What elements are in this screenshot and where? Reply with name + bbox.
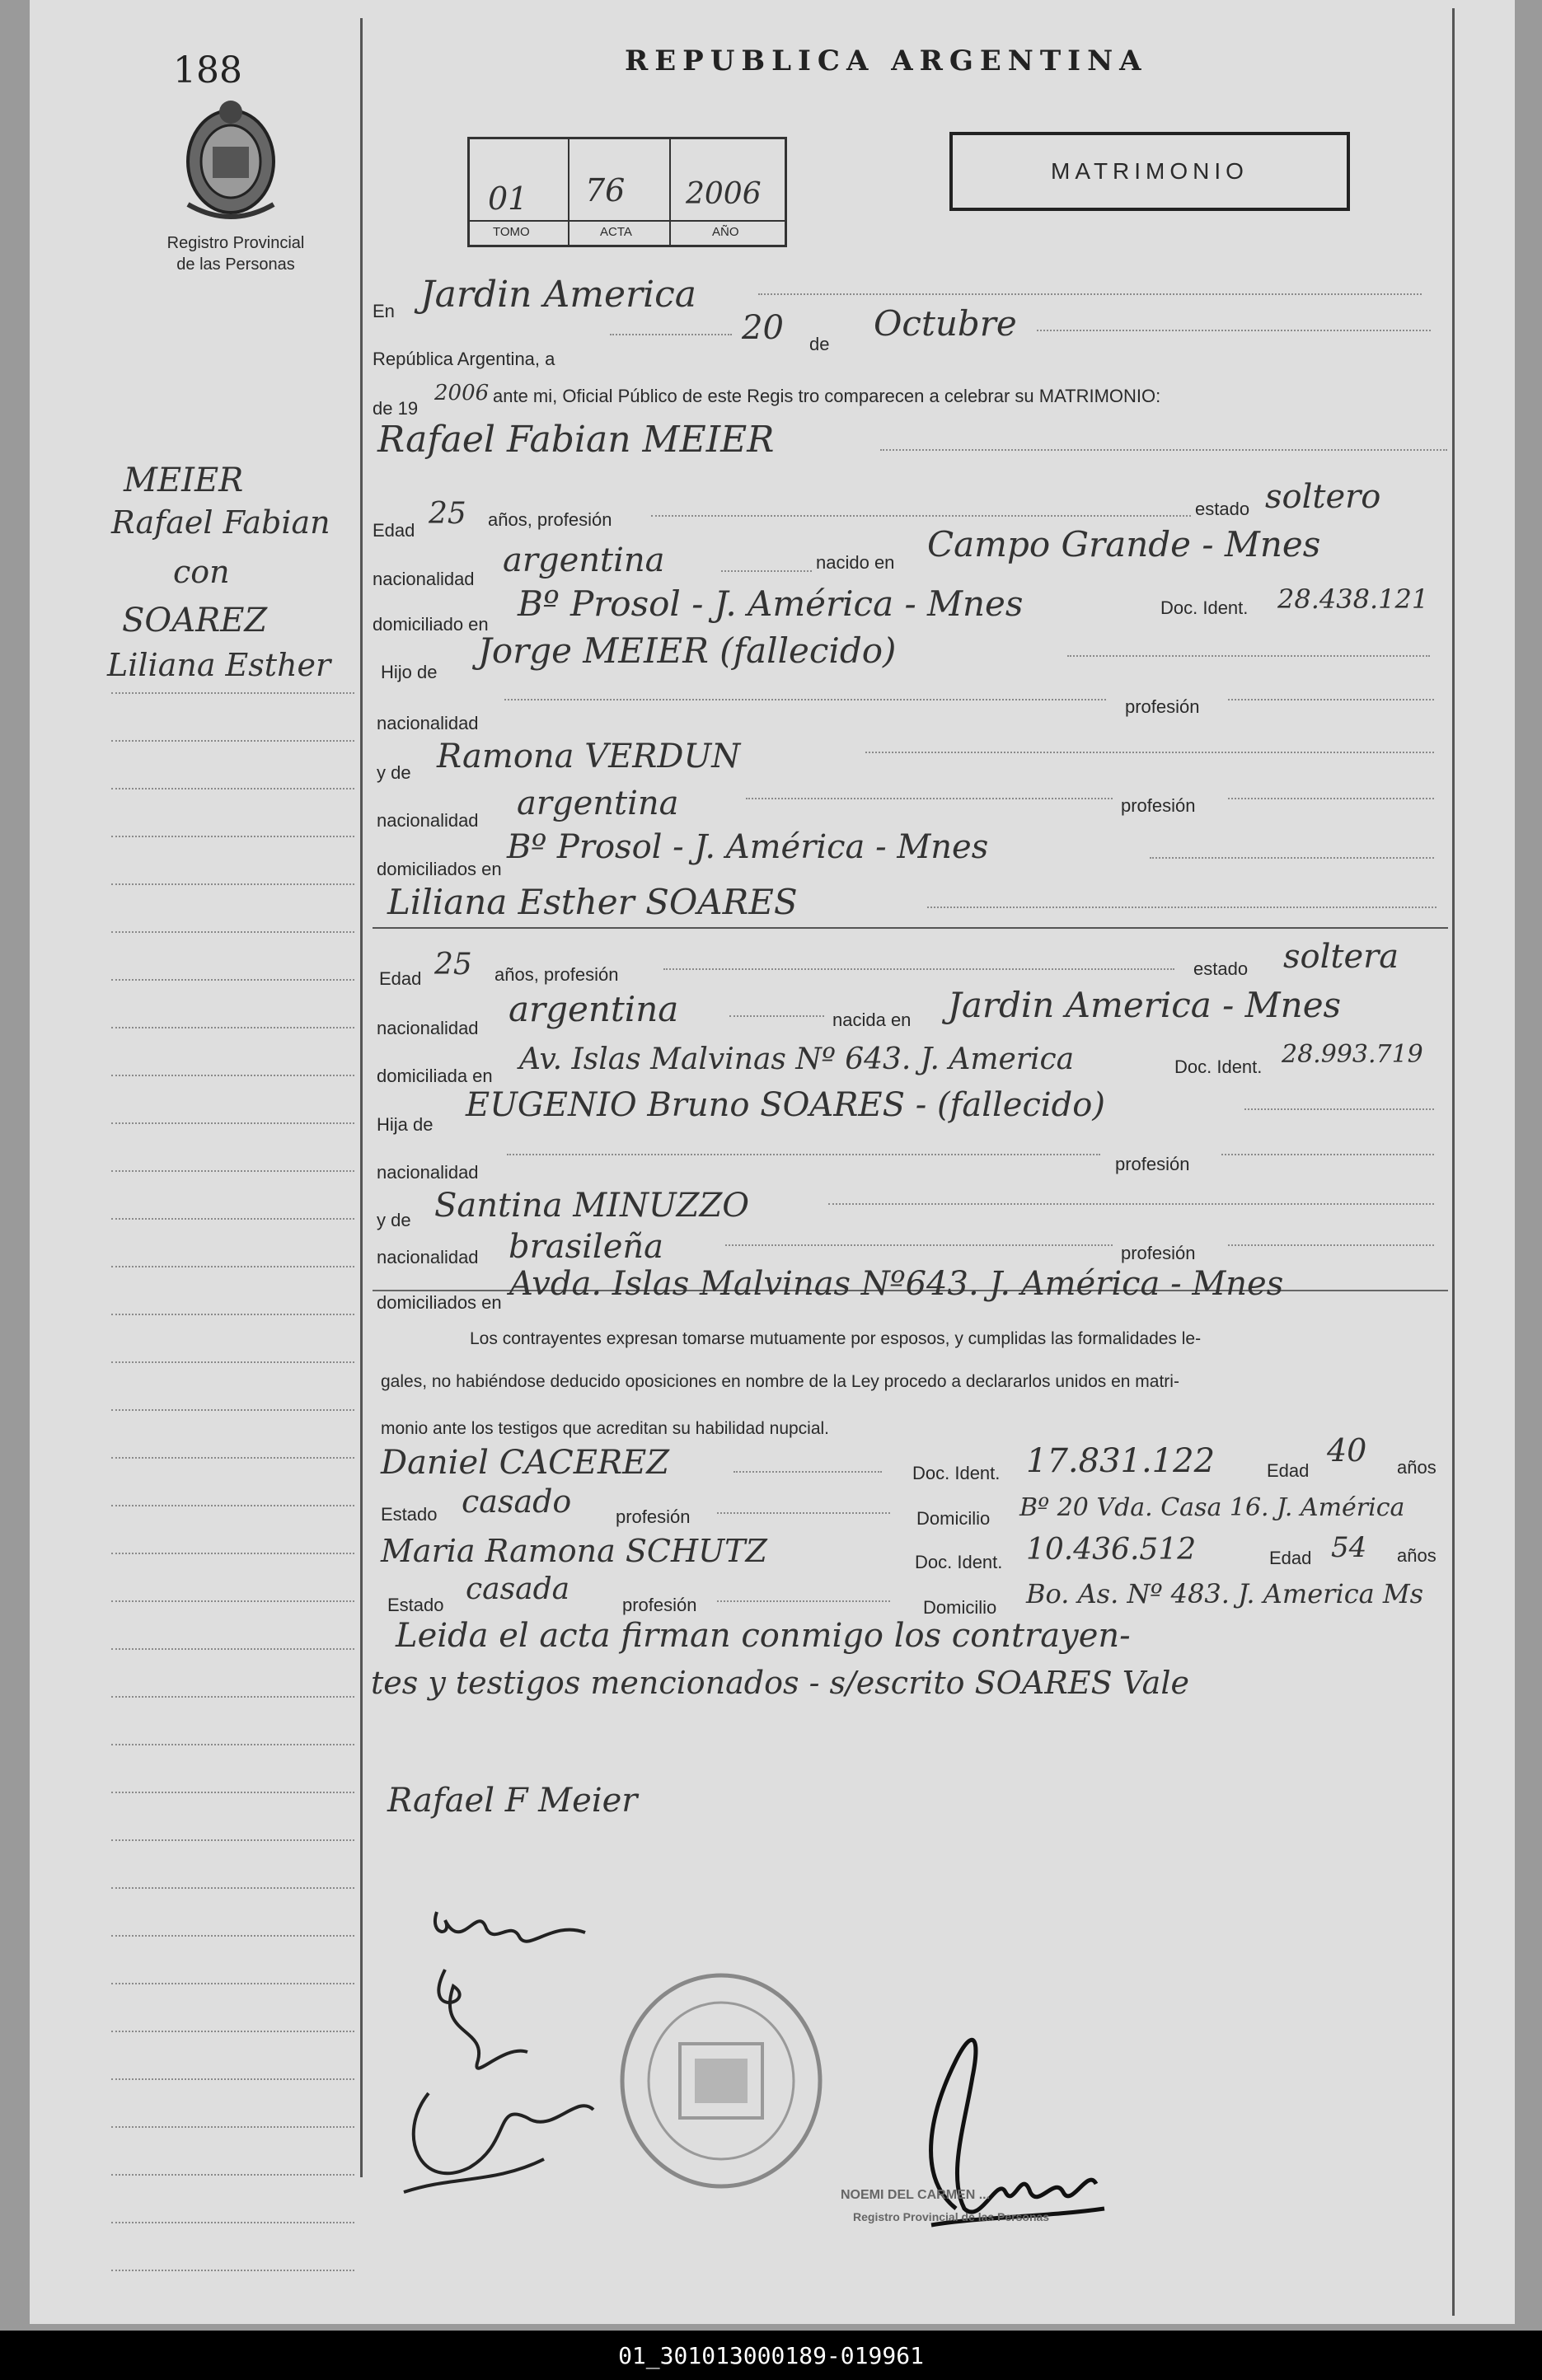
- closing-line: tes y testigos mencionados - s/escrito SOARES Vale: [371, 1665, 1189, 1701]
- acta-label: ACTA: [600, 225, 632, 239]
- ruled-line: [111, 1122, 354, 1124]
- ruled-line: [111, 1218, 354, 1220]
- groom-parents-domicile-label: domiciliados en: [377, 859, 502, 879]
- ruled-line: [111, 1696, 354, 1698]
- bride-father-label: Hija de: [377, 1114, 434, 1135]
- ruled-line: [111, 1266, 354, 1267]
- groom-name: Rafael Fabian MEIER: [377, 419, 775, 461]
- ruled-line: [111, 2031, 354, 2032]
- bride-doc: 28.993.719: [1282, 1040, 1423, 1069]
- ruled-line: [111, 2222, 354, 2223]
- groom-father-nationality-label: nacionalidad: [377, 713, 479, 733]
- margin-name: Rafael Fabian: [111, 504, 330, 541]
- ruled-line: [111, 1983, 354, 1984]
- ruled-line: [111, 1935, 354, 1937]
- official-seal-icon: [614, 1970, 828, 2192]
- groom-estado: soltero: [1265, 478, 1381, 516]
- groom-born-label: nacido en: [816, 552, 895, 573]
- bride-doc-label: Doc. Ident.: [1174, 1056, 1263, 1077]
- margin-divider: [360, 18, 363, 2177]
- ruled-line: [111, 883, 354, 885]
- ano-value: 2006: [686, 177, 762, 211]
- bride-mother-nationality-label: nacionalidad: [377, 1247, 479, 1267]
- record-reference-box: [467, 137, 787, 247]
- bride-birthplace: Jardin America - Mnes: [948, 985, 1342, 1025]
- witness2-age: 54: [1331, 1531, 1367, 1564]
- groom-estado-label: estado: [1195, 499, 1250, 519]
- bride-mother-nationality: brasileña: [509, 1228, 663, 1266]
- ruled-line: [111, 1839, 354, 1841]
- groom-domicile-label: domiciliado en: [373, 614, 489, 635]
- ruled-line: [111, 979, 354, 981]
- ruled-line: [111, 931, 354, 933]
- groom-mother-nationality: argentina: [517, 785, 679, 822]
- witness2-doc-label: Doc. Ident.: [915, 1552, 1003, 1572]
- groom-birthplace: Campo Grande - Mnes: [927, 524, 1321, 565]
- ruled-line: [111, 1170, 354, 1172]
- witness1-doc-label: Doc. Ident.: [912, 1463, 1001, 1483]
- groom-father-label: Hijo de: [381, 662, 438, 682]
- bride-mother-profession-label: profesión: [1121, 1243, 1196, 1263]
- ruled-line: [111, 1409, 354, 1411]
- groom-father-profession-label: profesión: [1125, 696, 1200, 717]
- groom-mother-nationality-label: nacionalidad: [377, 810, 479, 831]
- witness1-name: Daniel CACEREZ: [381, 1444, 670, 1482]
- bride-parents-domicile-label: domiciliados en: [377, 1292, 502, 1313]
- ruled-line: [111, 1361, 354, 1363]
- witness2-estado: casada: [466, 1572, 570, 1606]
- right-edge: [1452, 8, 1455, 2316]
- bride-father-nationality-label: nacionalidad: [377, 1162, 479, 1183]
- bride-father-profession-label: profesión: [1115, 1154, 1190, 1174]
- place-value: Jardin America: [420, 274, 696, 316]
- tomo-label: TOMO: [493, 225, 530, 239]
- bride-age: 25: [434, 948, 472, 982]
- witness2-doc: 10.436.512: [1026, 1533, 1197, 1567]
- declaration-line: monio ante los testigos que acreditan su habilidad nupcial.: [381, 1419, 830, 1438]
- bride-mother-label: y de: [377, 1210, 411, 1230]
- ruled-line: [111, 2174, 354, 2176]
- groom-signature: Rafael F Meier: [387, 1782, 638, 1820]
- ruled-line: [111, 788, 354, 789]
- official-stamp-title: Registro Provincial de las Personas: [853, 2210, 1050, 2223]
- witness2-anos-label: años: [1397, 1545, 1437, 1566]
- groom-doc-label: Doc. Ident.: [1160, 597, 1249, 618]
- witness1-doc: 17.831.122: [1026, 1442, 1216, 1480]
- ruled-line: [111, 1744, 354, 1745]
- witness1-anos-label: años: [1397, 1457, 1437, 1478]
- ruled-line: [111, 2078, 354, 2080]
- margin-name: MEIER: [124, 461, 244, 499]
- acta-value: 76: [585, 172, 626, 208]
- ruled-line: [111, 1075, 354, 1076]
- groom-age-suffix: años, profesión: [488, 509, 612, 530]
- year-prefix-label: de 19: [373, 398, 419, 419]
- section-divider: [373, 927, 1448, 929]
- closing-line: Leida el acta firman conmigo los contrayen-: [396, 1617, 1131, 1655]
- ruled-line: [111, 1553, 354, 1554]
- groom-age: 25: [429, 497, 466, 531]
- bride-parents-domicile: Avda. Islas Malvinas Nº643. J. América - Mnes: [509, 1265, 1284, 1303]
- witness1-profession-label: profesión: [616, 1506, 691, 1527]
- bride-domicile: Av. Islas Malvinas Nº 643. J. America: [519, 1042, 1075, 1076]
- witness2-profession-label: profesión: [622, 1595, 697, 1615]
- official-stamp-name: NOEMI DEL CARMEN ...: [841, 2188, 991, 2202]
- bride-mother: Santina MINUZZO: [434, 1187, 750, 1225]
- en-label: En: [373, 301, 395, 321]
- bride-estado: soltera: [1283, 938, 1399, 976]
- bride-domicile-label: domiciliada en: [377, 1066, 493, 1086]
- witness1-domicile-label: Domicilio: [916, 1508, 991, 1529]
- ruled-line: [111, 1887, 354, 1889]
- witness1-estado: casado: [462, 1483, 572, 1520]
- bride-father: EUGENIO Bruno SOARES - (fallecido): [466, 1086, 1105, 1124]
- ano-label: AÑO: [712, 225, 739, 239]
- document-id-footer: 01_301013000189-019961: [0, 2331, 1542, 2380]
- registry-line: de las Personas: [176, 255, 295, 274]
- bride-estado-label: estado: [1193, 958, 1249, 979]
- ruled-line: [111, 2126, 354, 2128]
- ruled-line: [111, 692, 354, 694]
- groom-mother-label: y de: [377, 762, 411, 783]
- page-number: 188: [173, 49, 242, 91]
- witness1-age-label: Edad: [1267, 1460, 1310, 1481]
- registry-line: Registro Provincial: [166, 234, 305, 252]
- ruled-line: [111, 1314, 354, 1315]
- bride-born-label: nacida en: [832, 1010, 912, 1030]
- witness1-estado-label: Estado: [381, 1504, 438, 1525]
- intro-text: ante mi, Oficial Público de este Regis tro comparecen a celebrar su MATRIMONIO:: [493, 386, 1161, 406]
- ruled-line: [111, 740, 354, 742]
- groom-age-label: Edad: [373, 520, 415, 541]
- ruled-line: [111, 1457, 354, 1459]
- bride-nationality-label: nacionalidad: [377, 1018, 479, 1038]
- margin-name: Liliana Esther: [107, 647, 331, 683]
- ruled-line: [111, 836, 354, 837]
- month-value: Octubre: [874, 303, 1017, 344]
- witness2-estado-label: Estado: [387, 1595, 444, 1615]
- margin-name: con: [173, 554, 230, 590]
- groom-domicile: Bº Prosol - J. América - Mnes: [518, 583, 1024, 624]
- groom-mother-profession-label: profesión: [1121, 795, 1196, 816]
- witness2-domicile: Bo. As. Nº 483. J. America Ms: [1026, 1578, 1424, 1609]
- ruled-line: [111, 1505, 354, 1506]
- ruled-line: [111, 1027, 354, 1028]
- groom-mother: Ramona VERDUN: [437, 738, 741, 775]
- witness2-age-label: Edad: [1269, 1548, 1312, 1568]
- witness1-age: 40: [1327, 1432, 1367, 1469]
- year-value: 2006: [434, 381, 490, 405]
- groom-father: Jorge MEIER (fallecido): [478, 630, 897, 671]
- bride-name: Liliana Esther SOARES: [387, 882, 798, 922]
- country-title: REPUBLICA ARGENTINA: [625, 45, 1148, 77]
- groom-nationality-label: nacionalidad: [373, 569, 475, 589]
- bride-age-suffix: años, profesión: [494, 964, 619, 985]
- groom-doc: 28.438.121: [1277, 583, 1429, 615]
- ruled-line: [111, 1792, 354, 1793]
- margin-name: SOAREZ: [122, 602, 268, 640]
- day-value: 20: [742, 309, 784, 347]
- bride-age-label: Edad: [379, 968, 422, 989]
- tomo-value: 01: [488, 180, 528, 217]
- ruled-line: [111, 1600, 354, 1602]
- bride-nationality: argentina: [509, 989, 679, 1029]
- declaration-line: Los contrayentes expresan tomarse mutuamente por esposos, y cumplidas las formalidades le-: [470, 1329, 1202, 1348]
- groom-parents-domicile: Bº Prosol - J. América - Mnes: [507, 828, 989, 866]
- coat-of-arms-icon: [180, 97, 282, 221]
- groom-nationality: argentina: [503, 541, 665, 579]
- witness2-name: Maria Ramona SCHUTZ: [381, 1533, 767, 1569]
- signatures-scribble-icon: [387, 1887, 602, 2217]
- republic-label: República Argentina, a: [373, 349, 555, 369]
- ruled-line: [111, 2270, 354, 2271]
- ruled-line: [111, 1648, 354, 1650]
- witness2-domicile-label: Domicilio: [923, 1597, 997, 1618]
- declaration-line: gales, no habiéndose deducido oposiciones en nombre de la Ley procedo a declararlos unidos en matri-: [381, 1372, 1179, 1391]
- de-label: de: [809, 334, 830, 354]
- witness1-domicile: Bº 20 Vda. Casa 16. J. América: [1019, 1493, 1405, 1522]
- record-type-box: MATRIMONIO: [949, 132, 1350, 211]
- registry-name: [145, 232, 326, 275]
